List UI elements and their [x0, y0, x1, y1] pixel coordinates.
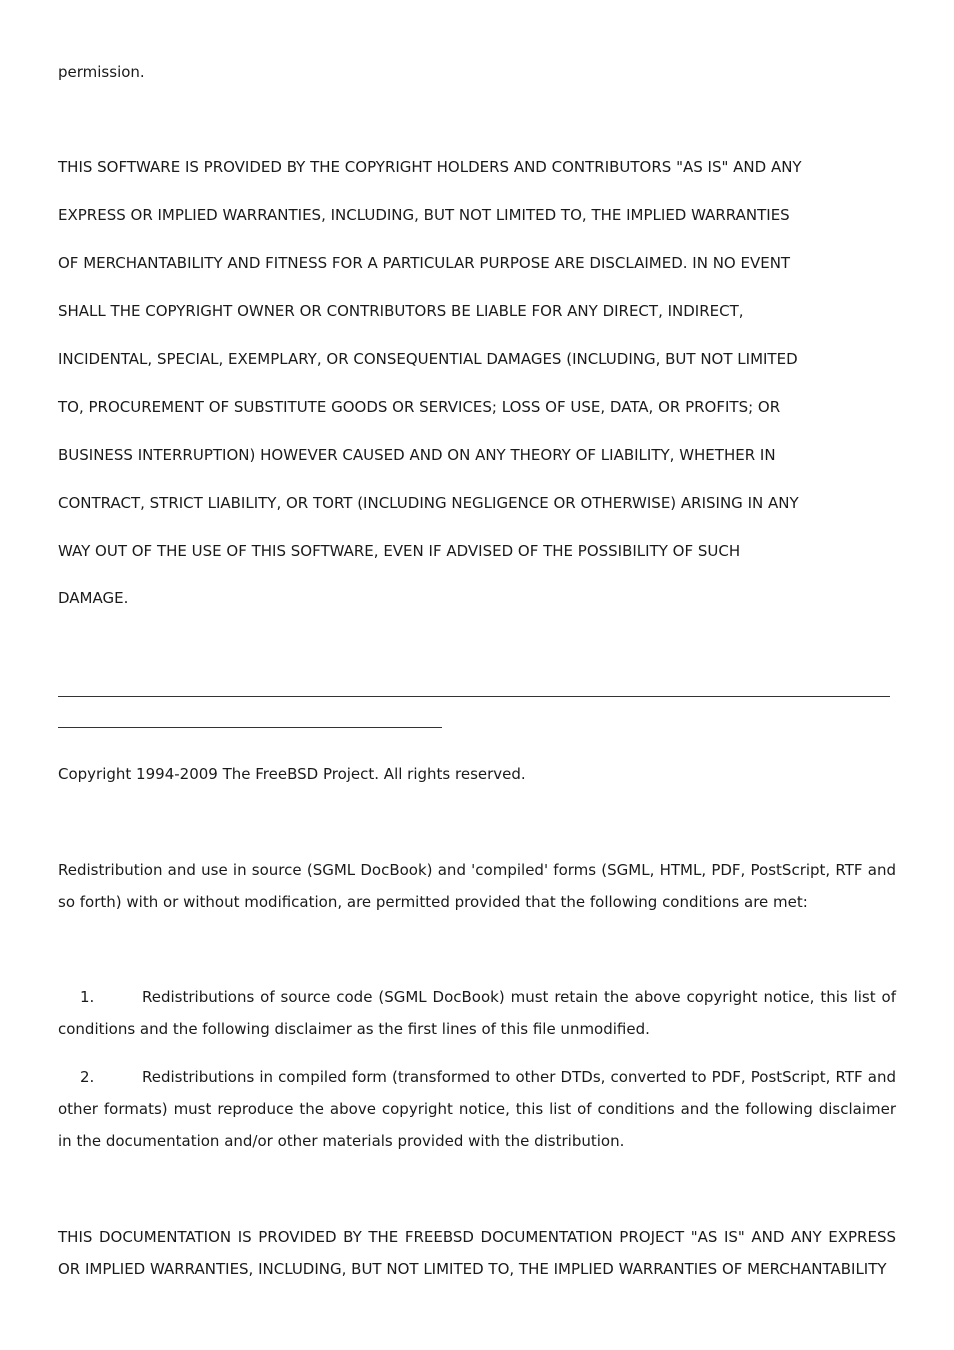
disclaimer-line: CONTRACT, STRICT LIABILITY, OR TORT (INCLUDING NEGLIGENCE OR OTHERWISE) ARISING IN ANY [58, 494, 799, 512]
separator-rule-short [58, 727, 442, 728]
redistribution-paragraph: Redistribution and use in source (SGML DocBook) and 'compiled' forms (SGML, HTML, PDF, PostScript, RTF and so forth) with or without modification, are permitted provided that the following conditions are met: [58, 861, 896, 911]
list-item [58, 1061, 896, 1157]
copyright-line: Copyright 1994-2009 The FreeBSD Project. All rights reserved. [58, 765, 526, 783]
disclaimer-line: SHALL THE COPYRIGHT OWNER OR CONTRIBUTORS BE LIABLE FOR ANY DIRECT, INDIRECT, [58, 302, 744, 320]
disclaimer-line: THIS SOFTWARE IS PROVIDED BY THE COPYRIGHT HOLDERS AND CONTRIBUTORS "AS IS" AND ANY [58, 158, 802, 176]
list-item-number: 2. [80, 1068, 95, 1086]
disclaimer-line: WAY OUT OF THE USE OF THIS SOFTWARE, EVEN IF ADVISED OF THE POSSIBILITY OF SUCH [58, 542, 741, 560]
disclaimer-line: DAMAGE. [58, 589, 129, 607]
list-item [58, 981, 896, 1045]
list-item-text: Redistributions of source code (SGML DocBook) must retain the above copyright notice, this list of conditions and the following disclaimer as the first lines of this file unmodified. [58, 988, 896, 1038]
permission-line: permission. [58, 63, 145, 81]
disclaimer-line: TO, PROCUREMENT OF SUBSTITUTE GOODS OR SERVICES; LOSS OF USE, DATA, OR PROFITS; OR [58, 398, 781, 416]
list-item-text: Redistributions in compiled form (transformed to other DTDs, converted to PDF, PostScript, RTF and other formats) must reproduce the above copyright notice, this list of conditions and the following disclaimer in the documentation and/or other materials provided with the distribution. [58, 1068, 896, 1150]
documentation-disclaimer: THIS DOCUMENTATION IS PROVIDED BY THE FREEBSD DOCUMENTATION PROJECT "AS IS" AND ANY EXPRESS OR IMPLIED WARRANTIES, INCLUDING, BUT NOT LIMITED TO, THE IMPLIED WARRANTIES OF MERCHANTABILITY [58, 1228, 896, 1278]
disclaimer-line: OF MERCHANTABILITY AND FITNESS FOR A PARTICULAR PURPOSE ARE DISCLAIMED. IN NO EVENT [58, 254, 791, 272]
disclaimer-line: BUSINESS INTERRUPTION) HOWEVER CAUSED AND ON ANY THEORY OF LIABILITY, WHETHER IN [58, 446, 776, 464]
disclaimer-line: EXPRESS OR IMPLIED WARRANTIES, INCLUDING, BUT NOT LIMITED TO, THE IMPLIED WARRANTIES [58, 206, 790, 224]
separator-rule [58, 696, 890, 697]
disclaimer-line: INCIDENTAL, SPECIAL, EXEMPLARY, OR CONSEQUENTIAL DAMAGES (INCLUDING, BUT NOT LIMITED [58, 350, 798, 368]
list-item-number: 1. [80, 988, 95, 1006]
